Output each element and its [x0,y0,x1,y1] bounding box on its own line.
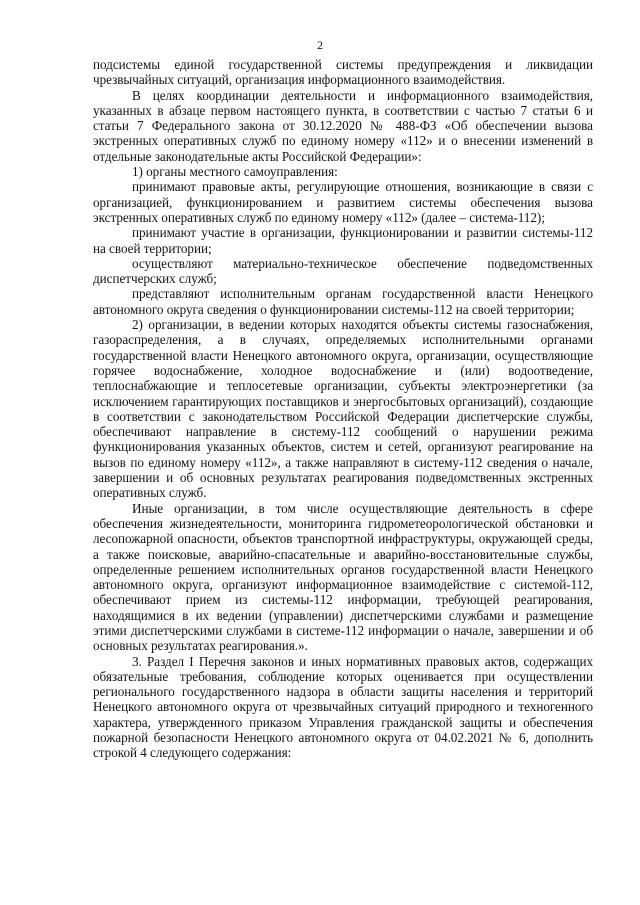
paragraph-material-support: осуществляют материально-техническое обеспечение подведомственных диспетчерских служб; [93,255,593,287]
paragraph-other-organizations: Иные организации, в том числе осуществляющие деятельность в сфере обеспечения жизнедеятельности, мониторинга гидрометеорологической обстановки и лесопожарной опасности, объектов транспортной инфраструктуры, окружающей среды, а также поисковые, аварийно-спасательные и аварийно-восстановительные службы, определенные решением исполнительных органов государственной власти Ненецкого автономного округа, организуют информационное взаимодействие с системой-112, обеспечивают прием из системы-112 информации, требующей реагирования, находящимися в их ведении (управлении) диспетчерскими службами и размещение этими диспетчерскими службами в системе-112 информации о начале, завершении и об основных результатах реагирования.». [93,500,593,654]
paragraph-reporting: представляют исполнительным органам государственной власти Ненецкого автономного округа сведения о функционировании системы-112 на своей территории; [93,286,593,317]
page-number: 2 [317,38,323,52]
paragraph-legal-acts: принимают правовые акты, регулирующие отношения, возникающие в связи с организацией, функционированием и развитием системы обеспечения вызова экстренных оперативных служб по единому номеру «112» (далее – система-112); [93,179,593,225]
paragraph-local-governments-heading: 1) органы местного самоуправления: [132,164,338,180]
paragraph-participation: принимают участие в организации, функционировании и развитии системы-112 на своей территории; [93,225,593,256]
paragraph-subsystem-continuation: подсистемы единой государственной системы предупреждения и ликвидации чрезвычайных ситуаций, организация информационного взаимодействия. [93,57,593,88]
paragraph-section-amendment: 3. Раздел I Перечня законов и иных нормативных правовых актов, содержащих обязательные требования, соблюдение которых оценивается при осуществлении регионального государственного надзора в области защиты населения и территорий Ненецкого автономного округа от чрезвычайных ситуаций природного и техногенного характера, утвержденного приказом Управления гражданской защиты и обеспечения пожарной безопасности Ненецкого автономного округа от 04.02.2021 № 6, дополнить строкой 4 следующего содержания: [93,653,593,761]
paragraph-organizations: 2) организации, в ведении которых находятся объекты системы газоснабжения, газораспределения, а в случаях, определяемых исполнительными органами государственной власти Ненецкого автономного округа, организации, осуществляющие горячее водоснабжение, холодное водоснабжение и (или) водоотведение, теплоснабжающие и теплосетевые организации, субъекты электроэнергетики (за исключением гарантирующих поставщиков и энергосбытовых организаций), создающие в соответствии с законодательством Российской Федерации диспетчерские службы, обеспечивают направление в систему-112 сообщений о нарушении режима функционирования указанных объектов, систем и сетей, организуют реагирование на вызов по единому номеру «112», а также направляют в систему-112 сведения о начале, завершении и об основных результатах реагирования подведомственных экстренных оперативных служб. [93,317,593,501]
document-body [93,57,593,761]
paragraph-coordination-purpose: В целях координации деятельности и информационного взаимодействия, указанных в абзаце первом настоящего пункта, в соответствии с частью 7 статьи 6 и статьи 7 Федерального закона от 30.12.2020 № 488-ФЗ «Об обеспечении вызова экстренных оперативных служб по единому номеру «112» и о внесении изменений в отдельные законодательные акты Российской Федерации»: [93,87,593,164]
